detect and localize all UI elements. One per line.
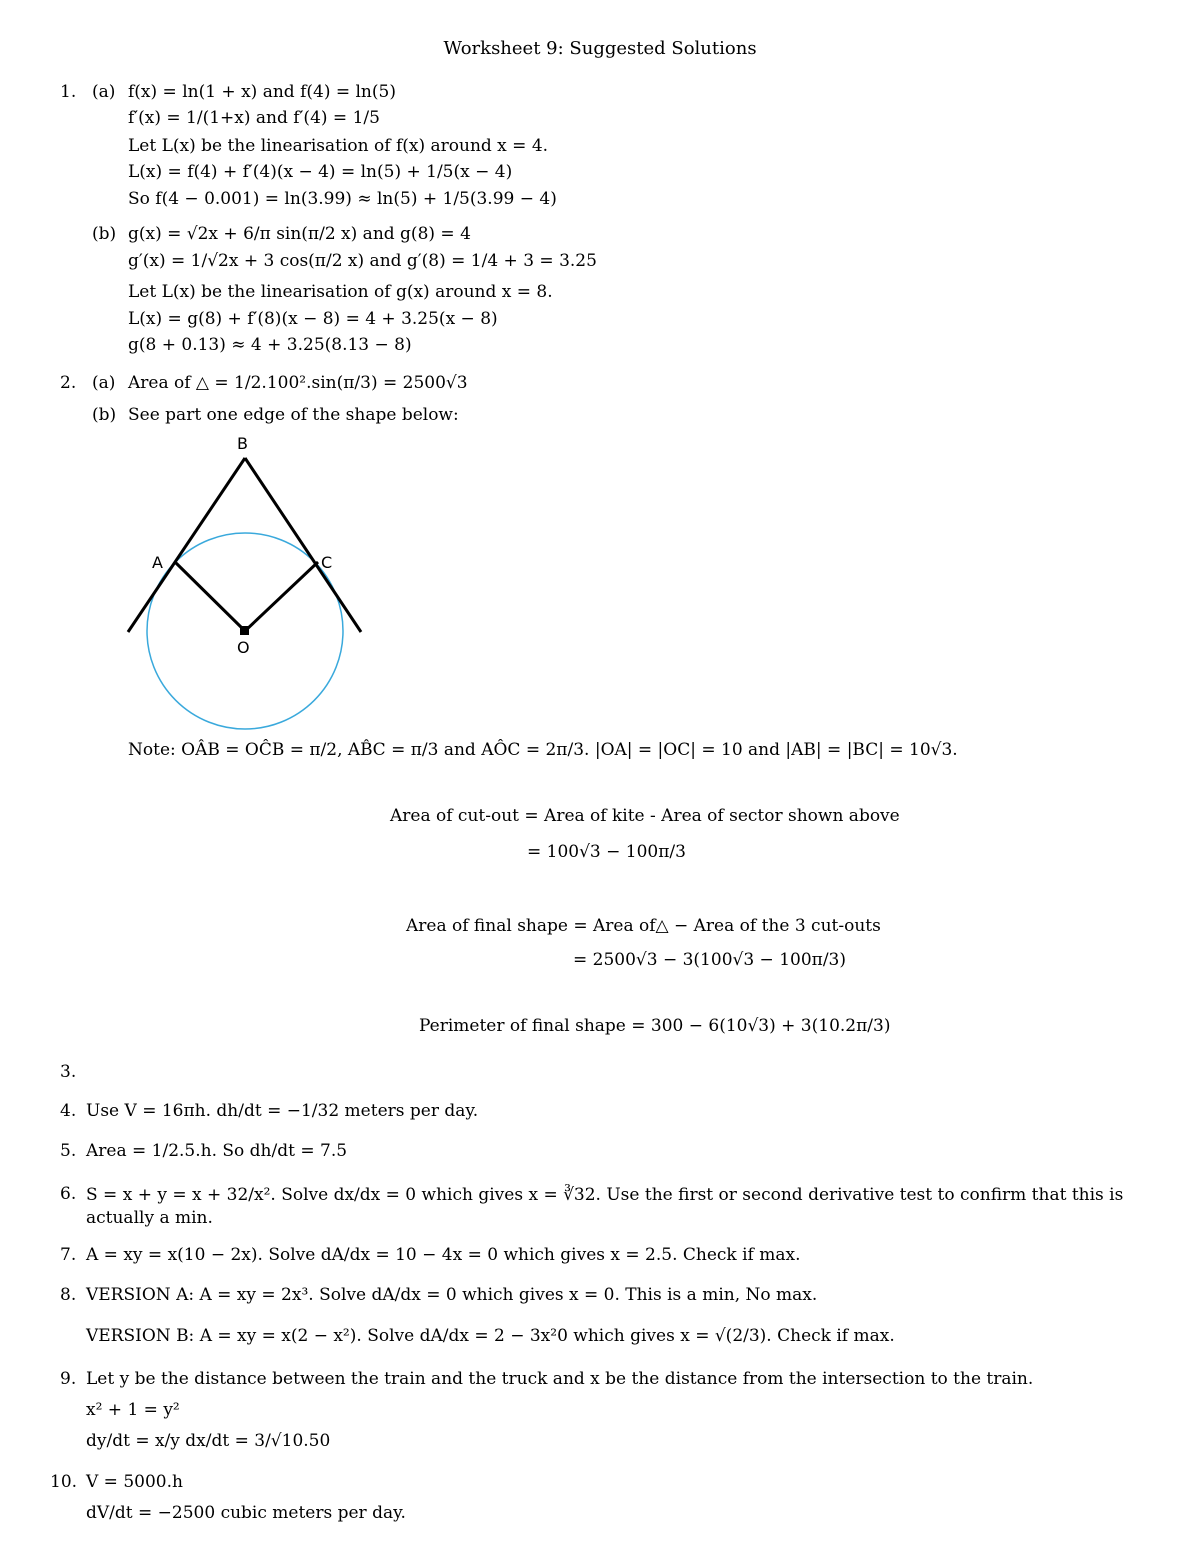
q9-number: 9.	[60, 1369, 77, 1389]
q1a-line-2: f′(x) = 1/(1+x) and f′(4) = 1/5	[128, 108, 380, 128]
q7-number: 7.	[60, 1245, 77, 1265]
q9-eq-2: dy/dt = x/y dx/dt = 3/√10.50	[86, 1431, 331, 1451]
q1a-line-1: f(x) = ln(1 + x) and f(4) = ln(5)	[128, 82, 396, 102]
q1a-label: (a)	[92, 82, 116, 102]
q8-number: 8.	[60, 1285, 77, 1305]
q2a-line: Area of △ = 1/2.100².sin(π/3) = 2500√3	[128, 373, 468, 393]
q4-text: Use V = 16πh. dh/dt = −1/32 meters per day.	[86, 1101, 479, 1121]
q9-eq-1: x² + 1 = y²	[86, 1400, 180, 1420]
q2b-label: (b)	[92, 405, 117, 425]
label-o: O	[237, 638, 250, 657]
q5-text: Area = 1/2.5.h. So dh/dt = 7.5	[86, 1141, 348, 1161]
q6-number: 6.	[60, 1184, 77, 1204]
q4-number: 4.	[60, 1101, 77, 1121]
edge-right	[245, 458, 361, 632]
label-b: B	[237, 434, 248, 453]
q1-number: 1.	[60, 82, 77, 102]
q6-text: S = x + y = x + 32/x². Solve dx/dx = 0 which gives x = ∛32. Use the first or second derivative test to confirm that this is actually a min.	[86, 1185, 1124, 1228]
q2b-line: See part one edge of the shape below:	[128, 405, 459, 425]
final-area-line-2: = 2500√3 − 3(100√3 − 100π/3)	[573, 950, 847, 970]
q1b-line-5: g(8 + 0.13) ≈ 4 + 3.25(8.13 − 8)	[128, 335, 412, 355]
q9-text: Let y be the distance between the train and the truck and x be the distance from the intersection to the train.	[86, 1369, 1034, 1389]
final-area-line-1: Area of final shape = Area of△ − Area of the 3 cut-outs	[406, 916, 881, 936]
cutout-line-1: Area of cut-out = Area of kite - Area of sector shown above	[390, 806, 900, 826]
q5-number: 5.	[60, 1141, 77, 1161]
q1b-line-2: g′(x) = 1/√2x + 3 cos(π/2 x) and g′(8) = 1/4 + 3 = 3.25	[128, 251, 597, 271]
kite-sector-diagram	[100, 425, 400, 765]
perimeter-line: Perimeter of final shape = 300 − 6(10√3) + 3(10.2π/3)	[419, 1016, 891, 1036]
q1a-line-5: So f(4 − 0.001) = ln(3.99) ≈ ln(5) + 1/5(3.99 − 4)	[128, 189, 557, 209]
edge-left	[128, 458, 245, 632]
q7-text: A = xy = x(10 − 2x). Solve dA/dx = 10 − 4x = 0 which gives x = 2.5. Check if max.	[86, 1245, 801, 1265]
label-c: C	[321, 553, 333, 572]
radius-oc	[245, 562, 318, 631]
q1b-line-1: g(x) = √2x + 6/π sin(π/2 x) and g(8) = 4	[128, 224, 471, 244]
q2-note: Note: OÂB = OĈB = π/2, AB̂C = π/3 and AÔC = 2π/3. |OA| = |OC| = 10 and |AB| = |BC| = 10√3.	[128, 740, 958, 760]
q1b-line-3: Let L(x) be the linearisation of g(x) around x = 8.	[128, 282, 553, 302]
q2-number: 2.	[60, 373, 77, 393]
page-title: Worksheet 9: Suggested Solutions	[443, 38, 757, 59]
q10-eq-1: V = 5000.h	[86, 1472, 183, 1492]
q1a-line-4: L(x) = f(4) + f′(4)(x − 4) = ln(5) + 1/5(x − 4)	[128, 162, 513, 182]
q8-version-a: VERSION A: A = xy = 2x³. Solve dA/dx = 0 which gives x = 0. This is a min, No max.	[86, 1285, 818, 1305]
q1b-line-4: L(x) = g(8) + f′(8)(x − 8) = 4 + 3.25(x − 8)	[128, 309, 498, 329]
q2a-label: (a)	[92, 373, 116, 393]
label-a: A	[152, 553, 163, 572]
q1a-line-3: Let L(x) be the linearisation of f(x) around x = 4.	[128, 136, 549, 156]
point-o-marker	[240, 626, 249, 635]
q8-version-b: VERSION B: A = xy = x(2 − x²). Solve dA/dx = 2 − 3x²0 which gives x = √(2/3). Check if max.	[86, 1326, 895, 1346]
q3-number: 3.	[60, 1062, 77, 1082]
q10-eq-2: dV/dt = −2500 cubic meters per day.	[86, 1503, 406, 1523]
q10-number: 10.	[50, 1472, 78, 1492]
q1b-label: (b)	[92, 224, 117, 244]
radius-oa	[175, 562, 245, 631]
cutout-line-2: = 100√3 − 100π/3	[527, 842, 686, 862]
